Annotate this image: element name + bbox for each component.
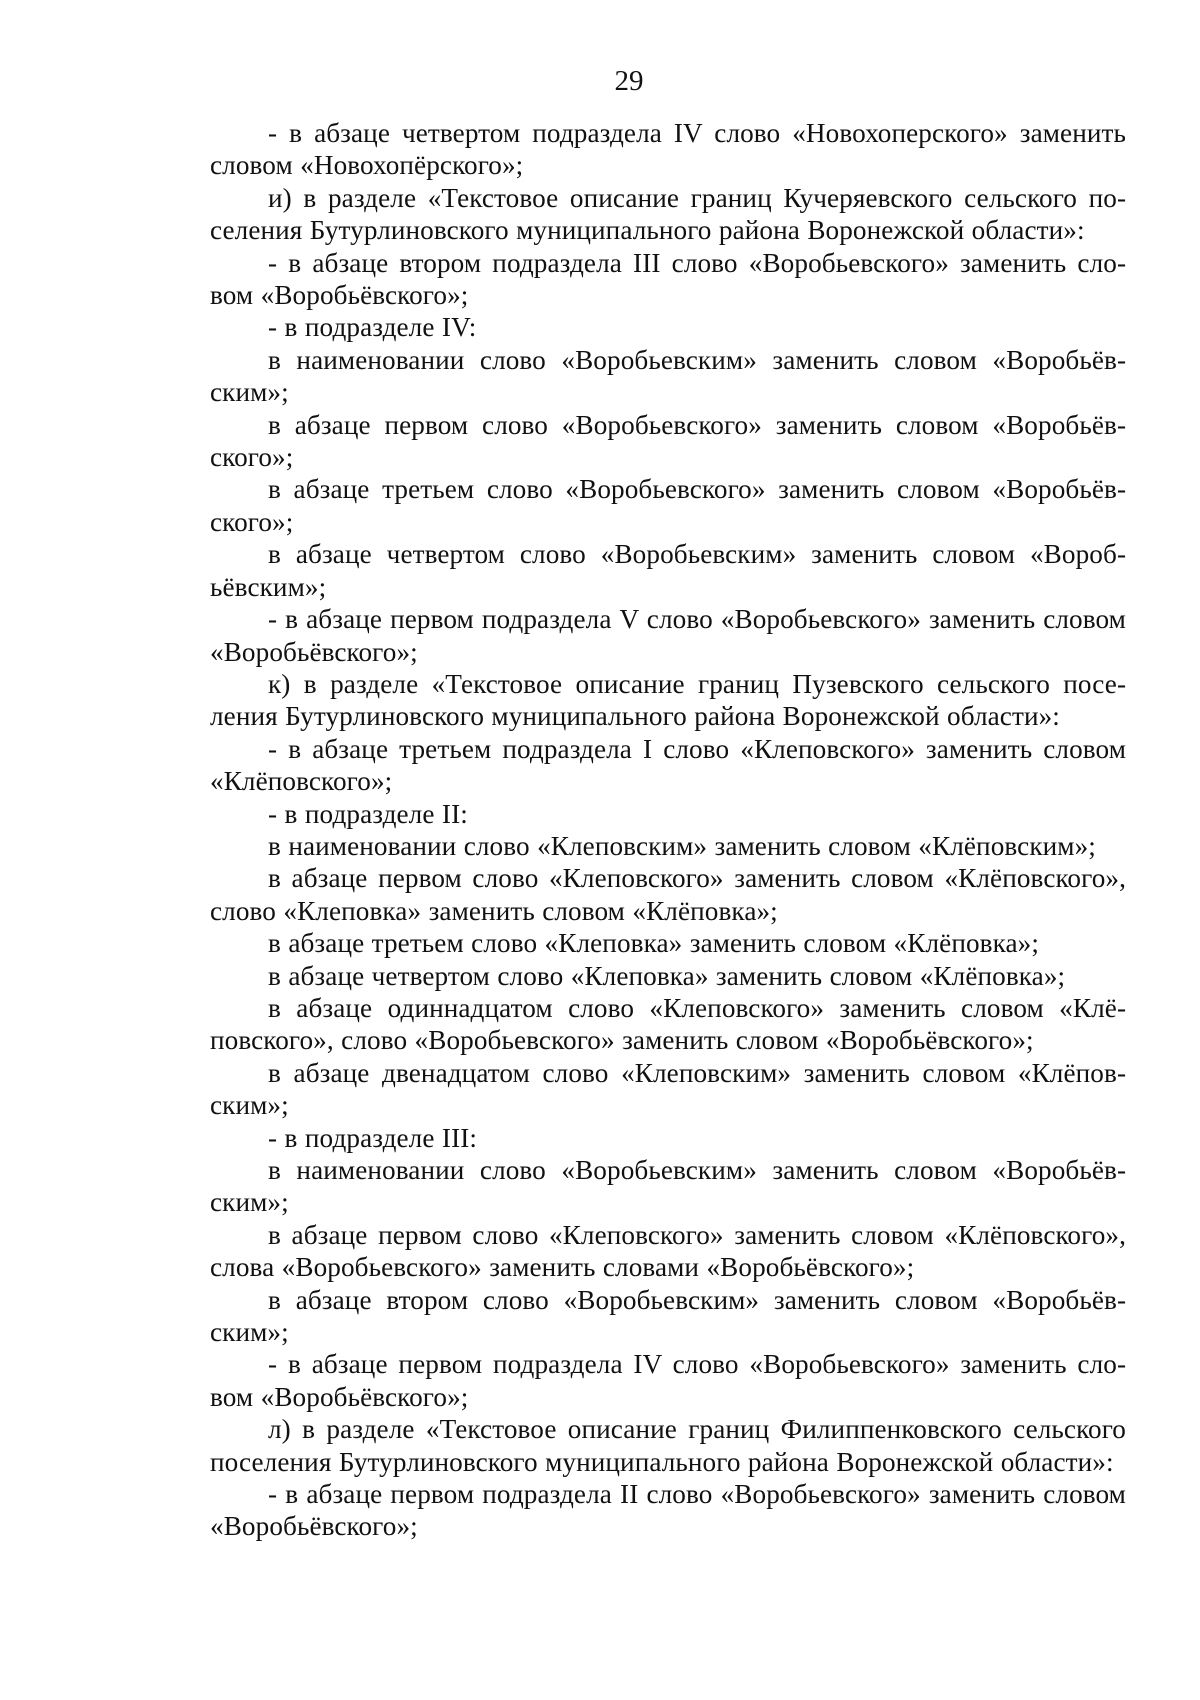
paragraph: - в подразделе II: [268,798,468,829]
page-number: 29 [614,65,644,97]
paragraph: в абзаце втором слово «Воробьевским» заменить словом «Воробьёвским»; [210,1284,1126,1348]
paragraph: - в подразделе IV: [268,312,477,343]
paragraph: в абзаце двенадцатом слово «Клеповским» заменить словом «Клёповским»; [210,1057,1126,1121]
paragraph: - в абзаце втором подраздела III слово «Воробьевского» заменить словом «Воробьёвского»; [210,247,1126,311]
paragraph: в наименовании слово «Воробьевским» заменить словом «Воробьёвским»; [210,1155,1126,1218]
paragraph: в абзаце третьем слово «Клеповка» заменить словом «Клёповка»; [268,928,1040,959]
document-body [210,117,1126,1543]
paragraph: в абзаце первом слово «Клеповского» заменить словом «Клёповского», слова «Воробьевского» заменить словами «Воробьёвского»; [210,1219,1126,1283]
paragraph: и) в разделе «Текстовое описание границ Кучеряевского сельского поселения Бутурлиновского муниципального района Воронежской области»: [210,182,1126,246]
paragraph: в абзаце одиннадцатом слово «Клеповского» заменить словом «Клёповского», слово «Воробьевского» заменить словом «Воробьёвского»; [210,992,1126,1056]
paragraph: в наименовании слово «Воробьевским» заменить словом «Воробьёвским»; [210,344,1126,408]
paragraph: - в абзаце четвертом подраздела IV слово «Новохоперского» заменить словом «Новохопёрского»; [210,118,1126,181]
paragraph: в абзаце первом слово «Воробьевского» заменить словом «Воробьёвского»; [210,409,1126,473]
paragraph: л) в разделе «Текстовое описание границ Филиппенковского сельского поселения Бутурлиновского муниципального района Воронежской области»: [210,1414,1126,1477]
paragraph: - в абзаце первом подраздела II слово «Воробьевского» заменить словом «Воробьёвского»; [210,1479,1126,1542]
paragraph: в абзаце четвертом слово «Воробьевским» заменить словом «Воробьёвским»; [210,539,1126,602]
paragraph: в абзаце первом слово «Клеповского» заменить словом «Клёповского», слово «Клеповка» заменить словом «Клёповка»; [210,863,1126,926]
paragraph: в абзаце третьем слово «Воробьевского» заменить словом «Воробьёвского»; [210,474,1126,537]
paragraph: - в абзаце первом подраздела IV слово «Воробьевского» заменить словом «Воробьёвского»; [210,1349,1126,1412]
paragraph: - в абзаце третьем подраздела I слово «Клеповского» заменить словом «Клёповского»; [210,733,1126,797]
paragraph: - в абзаце первом подраздела V слово «Воробьевского» заменить словом «Воробьёвского»; [210,604,1126,667]
paragraph: в абзаце четвертом слово «Клеповка» заменить словом «Клёповка»; [268,960,1066,991]
paragraph: к) в разделе «Текстовое описание границ Пузевского сельского поселения Бутурлиновского муниципального района Воронежской области»: [210,668,1126,732]
paragraph: - в подразделе III: [268,1122,478,1153]
paragraph: в наименовании слово «Клеповским» заменить словом «Клёповским»; [268,830,1096,861]
